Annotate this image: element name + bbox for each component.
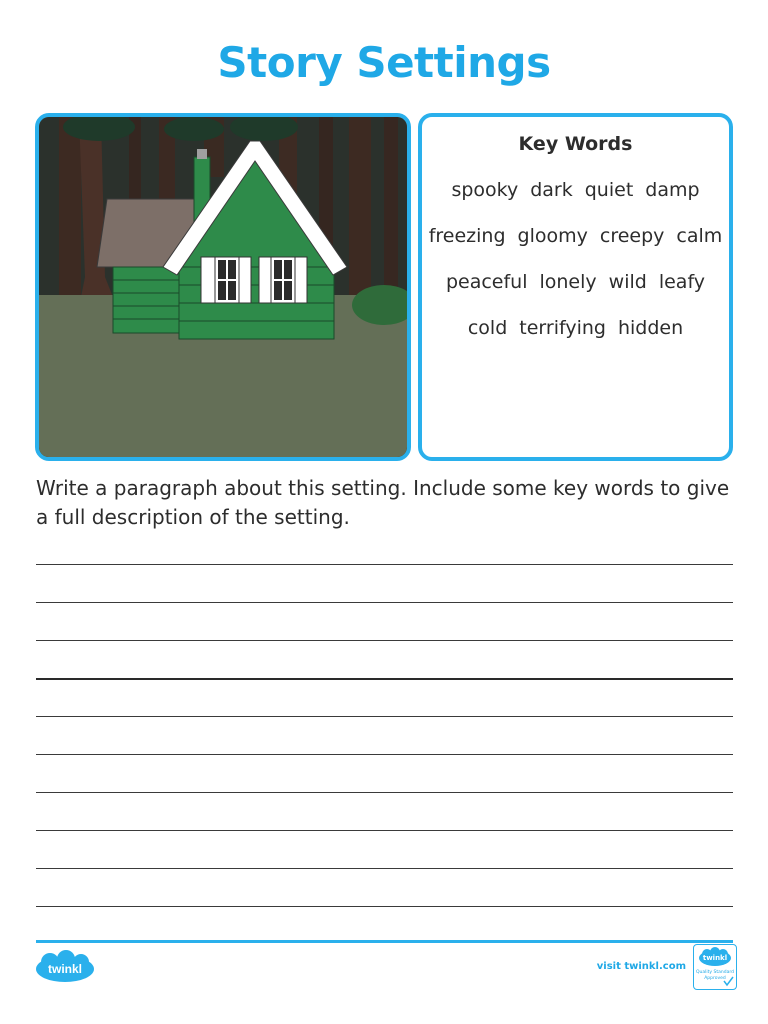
logo-text: twinkl	[47, 962, 83, 976]
writing-line[interactable]	[36, 640, 733, 641]
key-word: creepy	[599, 225, 665, 247]
writing-line[interactable]	[36, 564, 733, 565]
twinkl-logo[interactable]	[34, 950, 96, 984]
key-word: damp	[645, 179, 700, 201]
writing-line[interactable]	[36, 906, 733, 907]
key-word: quiet	[584, 179, 634, 201]
key-word: peaceful	[445, 271, 528, 293]
key-words-row	[422, 225, 729, 247]
key-word: terrifying	[519, 317, 606, 339]
key-word: leafy	[658, 271, 706, 293]
writing-line[interactable]	[36, 830, 733, 831]
quality-badge	[693, 944, 737, 990]
key-word: wild	[608, 271, 647, 293]
key-word: calm	[676, 225, 723, 247]
key-words-heading: Key Words	[518, 133, 633, 155]
key-word: freezing	[428, 225, 506, 247]
writing-line[interactable]	[36, 754, 733, 755]
instructions-text: Write a paragraph about this setting. Include some key words to give a full description of the setting.	[36, 476, 730, 529]
key-word: cold	[467, 317, 508, 339]
writing-line[interactable]	[36, 678, 733, 680]
writing-line[interactable]	[36, 716, 733, 717]
writing-line[interactable]	[36, 868, 733, 869]
key-words-row	[422, 317, 729, 339]
setting-illustration	[35, 113, 411, 461]
footer-url-link[interactable]: visit twinkl.com	[596, 961, 686, 972]
writing-line[interactable]	[36, 602, 733, 603]
key-word: dark	[530, 179, 573, 201]
key-word: spooky	[451, 179, 519, 201]
key-words-row	[422, 179, 729, 201]
key-word: hidden	[617, 317, 684, 339]
writing-line[interactable]	[36, 792, 733, 793]
page-title: Story Settings	[217, 38, 551, 87]
badge-line-1: Quality Standard	[696, 970, 734, 975]
key-word: gloomy	[517, 225, 588, 247]
footer-rule	[36, 940, 733, 943]
key-words-row	[422, 271, 729, 293]
badge-logo-text: twinkl	[702, 954, 728, 962]
key-word: lonely	[539, 271, 597, 293]
badge-line-2: Approved	[704, 976, 726, 981]
key-words-box	[418, 113, 733, 461]
